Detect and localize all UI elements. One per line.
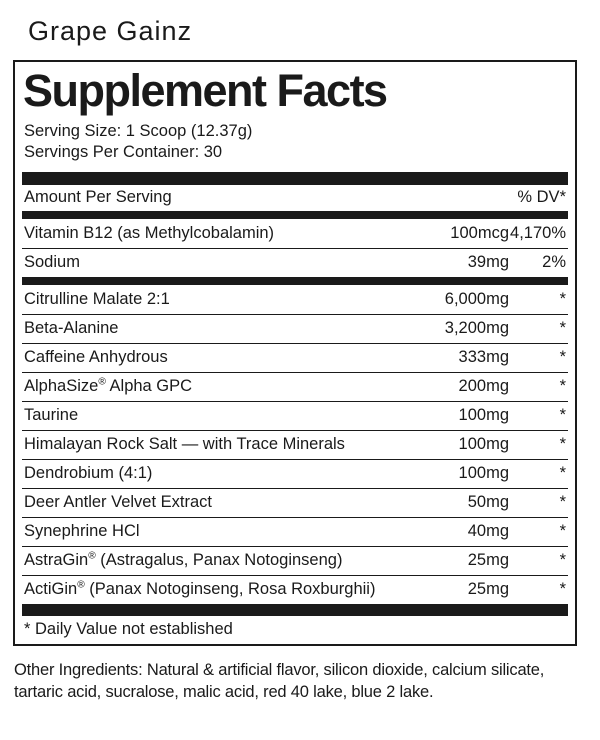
ingredient-name: Deer Antler Velvet Extract bbox=[24, 493, 213, 512]
table-row bbox=[22, 401, 568, 430]
other-ingredients: Other Ingredients: Natural & artificial flavor, silicon dioxide, calcium silicate, tartaric acid, sucralose, malic acid, red 40 lake, blue 2 lake. bbox=[14, 660, 545, 701]
ingredient-name: AstraGin® (Astragalus, Panax Notoginseng) bbox=[24, 550, 343, 570]
divider-medium-bar bbox=[22, 277, 568, 285]
ingredient-dv: 2% bbox=[542, 253, 566, 272]
ingredient-name: AlphaSize® Alpha GPC bbox=[24, 376, 193, 396]
percent-dv-label: % DV* bbox=[517, 188, 566, 207]
ingredient-name: Caffeine Anhydrous bbox=[24, 348, 168, 367]
ingredient-dv: * bbox=[559, 377, 566, 396]
ingredient-dv: * bbox=[559, 464, 566, 483]
ingredient-amount: 39mg bbox=[467, 253, 509, 272]
table-row bbox=[22, 430, 568, 459]
table-row bbox=[22, 546, 568, 575]
divider-medium-bar bbox=[22, 211, 568, 219]
ingredient-name: Himalayan Rock Salt — with Trace Minerals bbox=[24, 435, 345, 454]
ingredient-dv: * bbox=[559, 289, 566, 308]
ingredient-name: ActiGin® (Panax Notoginseng, Rosa Roxburghii) bbox=[24, 579, 376, 599]
serving-size: Serving Size: 1 Scoop (12.37g) bbox=[24, 121, 253, 140]
table-header bbox=[22, 185, 568, 211]
supplement-facts-panel bbox=[13, 60, 577, 646]
product-name: Grape Gainz bbox=[28, 16, 193, 46]
ingredient-dv: * bbox=[559, 406, 566, 425]
ingredient-amount: 200mg bbox=[458, 377, 509, 396]
ingredient-dv: * bbox=[559, 319, 566, 338]
ingredient-amount: 50mg bbox=[467, 493, 509, 512]
ingredient-name: Citrulline Malate 2:1 bbox=[24, 289, 170, 308]
ingredient-dv: * bbox=[559, 522, 566, 541]
ingredient-amount: 100mg bbox=[458, 464, 509, 483]
divider-thick-bar bbox=[22, 172, 568, 185]
ingredient-amount: 40mg bbox=[467, 522, 509, 541]
ingredient-name: Synephrine HCl bbox=[24, 522, 140, 541]
ingredient-amount: 333mg bbox=[458, 348, 509, 367]
ingredient-amount: 25mg bbox=[467, 580, 509, 599]
ingredient-dv: * bbox=[559, 551, 566, 570]
ingredient-name: Vitamin B12 (as Methylcobalamin) bbox=[24, 223, 275, 242]
table-row bbox=[22, 372, 568, 401]
ingredient-amount: 100mg bbox=[458, 435, 509, 454]
servings-per-container: Servings Per Container: 30 bbox=[24, 142, 223, 161]
panel-title: Supplement Facts bbox=[23, 65, 387, 116]
ingredient-dv: * bbox=[559, 435, 566, 454]
table-row bbox=[22, 488, 568, 517]
ingredient-dv: 4,170% bbox=[510, 223, 566, 242]
divider-bottom-bar bbox=[22, 604, 568, 616]
table-row bbox=[22, 343, 568, 372]
ingredient-dv: * bbox=[559, 493, 566, 512]
ingredient-name: Dendrobium (4:1) bbox=[24, 464, 153, 483]
table-row bbox=[22, 219, 568, 248]
ingredient-name: Beta-Alanine bbox=[24, 319, 119, 338]
ingredient-name: Sodium bbox=[24, 253, 80, 272]
ingredient-amount: 3,200mg bbox=[444, 319, 509, 338]
table-row bbox=[22, 575, 568, 604]
ingredient-amount: 100mcg bbox=[450, 223, 509, 242]
table-row bbox=[22, 459, 568, 488]
ingredient-amount: 6,000mg bbox=[444, 289, 509, 308]
table-row bbox=[22, 285, 568, 314]
blend-rows-group bbox=[22, 285, 568, 604]
table-row bbox=[22, 248, 568, 277]
ingredient-amount: 100mg bbox=[458, 406, 509, 425]
ingredient-dv: * bbox=[559, 348, 566, 367]
amount-per-serving-label: Amount Per Serving bbox=[24, 188, 172, 207]
table-row bbox=[22, 517, 568, 546]
dv-rows-group bbox=[22, 219, 568, 277]
table-row bbox=[22, 314, 568, 343]
ingredient-name: Taurine bbox=[24, 406, 79, 425]
ingredient-dv: * bbox=[559, 580, 566, 599]
ingredient-amount: 25mg bbox=[467, 551, 509, 570]
daily-value-footnote: * Daily Value not established bbox=[24, 620, 233, 639]
